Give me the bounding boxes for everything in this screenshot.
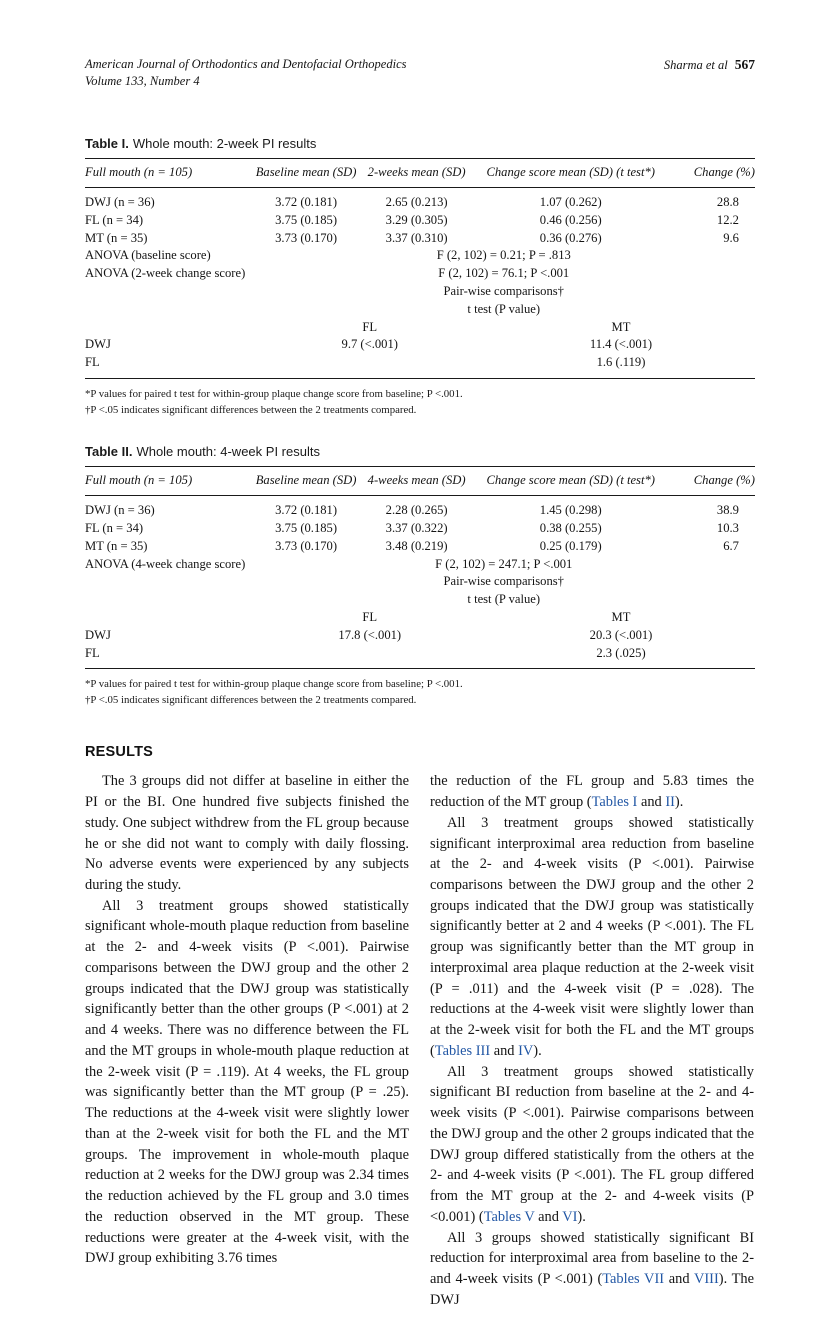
table-cell: 3.72 (0.181) xyxy=(275,195,338,210)
page-number: 567 xyxy=(734,57,755,72)
results-section xyxy=(85,744,755,1310)
text-run: All 3 treatment groups showed statistically significant whole-mouth plaque reduction from baseline at the 2- and 4-week visits (P <.001). Pairwise comparisons between the DWJ group and the other 2 groups indicated that the DWJ group was statistically significantly better than the other groups (P <.001) at 2 and 4 weeks. There was no difference between the FL and the MT groups in whole-mouth plaque reduction at the 2-week visit (P = .119). At 4 weeks, the FL group was significantly better than the MT group (P = .25). The reductions at the 4-week visit were slightly lower than at the 2-week visit for both the FL and the MT groups. The improvement in whole-mouth plaque reduction at 2 weeks for the DWJ group was 2.34 times the reduction achieved by the FL group and 3.0 times the reduction observed in the MT group. These reductions were greater at the 4-week visit, with the DWJ group exhibiting 3.76 times xyxy=(85,897,409,1267)
table-cell: 0.38 (0.255) xyxy=(539,521,602,536)
text-run: The 3 groups did not differ at baseline in either the PI or the BI. One hundred five subjects finished the study. One subject withdrew from the FL group because he or she did not want to comply with daily flossing. No adverse events were experienced by any subjects during the study. xyxy=(85,773,409,894)
table-cell: 2.65 (0.213) xyxy=(385,195,448,210)
paragraph xyxy=(430,1062,754,1228)
table-row xyxy=(85,194,755,212)
anova-value: F (2, 102) = 76.1; P <.001 xyxy=(438,266,570,281)
anova-label: ANOVA (2-week change score) xyxy=(85,266,246,281)
table-cell: 0.25 (0.179) xyxy=(539,538,602,553)
text-run: ). xyxy=(674,794,684,811)
left-column xyxy=(85,771,409,1310)
column-header: Baseline mean (SD) xyxy=(255,472,357,487)
table-cell: 3.73 (0.170) xyxy=(275,230,338,245)
column-header: 2-weeks mean (SD) xyxy=(367,164,466,179)
table-reference-link[interactable]: Tables I xyxy=(591,794,638,811)
pairwise-heading-row xyxy=(85,283,755,301)
table-cell: DWJ (n = 36) xyxy=(85,195,155,210)
text-run: All 3 treatment groups showed statistically significant interproximal area reduction from baseline at the 2- and 4-week visits (P <.001). Pairwise comparisons between the DWJ group and the other 2 groups indicated that the DWJ group was statistically significantly better at 2 and 4 weeks (P <.001). The FL group was significantly better than the MT group in interproximal area plaque reduction at the 2-week visit (P = .011) and the 4-week visit (P = .028). The reductions at the 4-week visit were slightly lower than at the 2-week visit for both the FL and the MT groups ( xyxy=(430,814,754,1059)
table-cell: 3.37 (0.322) xyxy=(385,521,448,536)
table-cell: 0.36 (0.276) xyxy=(539,230,602,245)
text-run: All 3 groups showed statistically significant BI reduction for interproximal area from baseline to the 2- and 4-week visits (P <.001) ( xyxy=(430,1229,754,1287)
table-2-caption: Whole mouth: 4-week PI results xyxy=(136,443,320,459)
pairwise-heading: Pair-wise comparisons† xyxy=(443,284,564,299)
table-reference-link[interactable]: Tables III xyxy=(434,1042,491,1059)
pairwise-header-row xyxy=(85,609,755,627)
pairwise-column-header: FL xyxy=(362,610,378,625)
table-2-title xyxy=(85,444,755,459)
table-cell: MT (n = 35) xyxy=(85,538,148,553)
footnote: †P <.05 indicates significant differences between the 2 treatments compared. xyxy=(85,403,417,416)
table-row xyxy=(85,502,755,520)
pairwise-subheading-row xyxy=(85,591,755,609)
table-1-header-row xyxy=(85,159,755,188)
pairwise-subheading-row xyxy=(85,300,755,318)
column-header: Change (%) xyxy=(693,472,755,487)
table-cell: FL (n = 34) xyxy=(85,212,144,227)
table-cell: 3.29 (0.305) xyxy=(385,212,448,227)
table-2-footnotes xyxy=(85,676,755,708)
footnote: †P <.05 indicates significant differences between the 2 treatments compared. xyxy=(85,694,417,707)
pairwise-row xyxy=(85,354,755,372)
table-cell: 3.75 (0.185) xyxy=(275,521,338,536)
table-cell: 1.45 (0.298) xyxy=(539,503,602,518)
text-run: ). The DWJ xyxy=(430,1270,754,1308)
text-run: ). xyxy=(533,1042,542,1059)
table-cell: DWJ xyxy=(85,337,111,352)
table-2-label: Table II. xyxy=(85,443,133,459)
table-reference-link[interactable]: Tables VII xyxy=(602,1270,665,1287)
table-cell: 6.7 xyxy=(723,538,739,553)
column-header: 4-weeks mean (SD) xyxy=(367,472,466,487)
table-2-header-row xyxy=(85,467,755,496)
table-cell: 2.3 (.025) xyxy=(596,645,646,660)
table-reference-link[interactable]: VIII xyxy=(694,1270,719,1287)
text-run: and xyxy=(637,794,666,811)
table-cell: 3.73 (0.170) xyxy=(275,538,338,553)
column-header: Baseline mean (SD) xyxy=(255,164,357,179)
paragraph xyxy=(85,896,409,1269)
table-2-section xyxy=(85,444,755,708)
table-1-title xyxy=(85,136,755,151)
table-row xyxy=(85,212,755,230)
two-column-text xyxy=(85,771,755,1310)
table-cell: DWJ (n = 36) xyxy=(85,503,155,518)
journal-volume: Volume 133, Number 4 xyxy=(85,73,200,88)
table-1 xyxy=(85,158,755,379)
table-row xyxy=(85,229,755,247)
paragraph xyxy=(430,771,754,812)
table-cell: 3.37 (0.310) xyxy=(385,230,448,245)
table-cell: 9.6 xyxy=(723,230,739,245)
pairwise-subheading: t test (P value) xyxy=(467,592,541,607)
column-header: Change score mean (SD) (t test*) xyxy=(486,164,655,179)
table-cell: 3.48 (0.219) xyxy=(385,538,448,553)
table-2 xyxy=(85,466,755,669)
table-1-section xyxy=(85,136,755,418)
table-cell: 9.7 (<.001) xyxy=(341,337,398,352)
anova-row xyxy=(85,555,755,573)
table-reference-link[interactable]: Tables V xyxy=(483,1208,535,1225)
anova-label: ANOVA (baseline score) xyxy=(85,248,211,263)
running-authors: Sharma et al xyxy=(663,58,728,72)
anova-row xyxy=(85,265,755,283)
paragraph xyxy=(430,813,754,1062)
table-reference-link[interactable]: IV xyxy=(518,1042,534,1059)
column-header: Full mouth (n = 105) xyxy=(85,472,193,487)
journal-header-left xyxy=(85,56,407,90)
pairwise-subheading: t test (P value) xyxy=(467,301,541,316)
results-heading: RESULTS xyxy=(85,744,153,761)
anova-row xyxy=(85,247,755,265)
table-1-caption: Whole mouth: 2-week PI results xyxy=(132,135,317,151)
right-column xyxy=(430,771,754,1310)
table-cell: 2.28 (0.265) xyxy=(385,503,448,518)
table-reference-link[interactable]: VI xyxy=(562,1208,578,1225)
table-cell: FL xyxy=(85,645,100,660)
table-row xyxy=(85,538,755,556)
pairwise-row xyxy=(85,336,755,354)
pairwise-heading-row xyxy=(85,573,755,591)
text-run: All 3 treatment groups showed statistically significant BI reduction from baseline at the 2- and 4-week visits (P <.001). Pairwise comparisons between the DWJ group and the other 2 groups indicated that the DWJ group differed statistically from the others at the 2- and 4-week visits (P <.001). The FL group differed from the MT group at the 2- and 4-week visits (P <0.001) ( xyxy=(430,1063,754,1225)
table-cell: DWJ xyxy=(85,627,111,642)
table-cell: MT (n = 35) xyxy=(85,230,148,245)
footnote: *P values for paired t test for within-group plaque change score from baseline; P <.001. xyxy=(85,677,463,690)
anova-label: ANOVA (4-week change score) xyxy=(85,556,246,571)
paragraph xyxy=(430,1228,754,1311)
column-header: Change (%) xyxy=(693,164,755,179)
anova-value: F (2, 102) = 247.1; P <.001 xyxy=(435,556,573,571)
column-header: Full mouth (n = 105) xyxy=(85,164,193,179)
table-cell: 1.6 (.119) xyxy=(596,355,646,370)
table-1-label: Table I. xyxy=(85,135,129,151)
table-cell: 11.4 (<.001) xyxy=(589,337,653,352)
table-cell: 12.2 xyxy=(716,212,739,227)
journal-title: American Journal of Orthodontics and Dentofacial Orthopedics xyxy=(85,57,407,71)
journal-header-right xyxy=(664,56,755,74)
table-cell: FL xyxy=(85,355,100,370)
table-cell: 1.07 (0.262) xyxy=(539,195,602,210)
table-cell: 3.75 (0.185) xyxy=(275,212,338,227)
pairwise-column-header: MT xyxy=(611,319,631,334)
table-cell: 10.3 xyxy=(716,521,739,536)
pairwise-header-row xyxy=(85,318,755,336)
table-cell: 17.8 (<.001) xyxy=(338,627,402,642)
text-run: and xyxy=(664,1270,694,1287)
pairwise-column-header: FL xyxy=(362,319,378,334)
text-run: ). xyxy=(577,1208,586,1225)
table-reference-link[interactable]: II xyxy=(665,794,675,811)
table-row xyxy=(85,520,755,538)
text-run: and xyxy=(490,1042,519,1059)
pairwise-heading: Pair-wise comparisons† xyxy=(443,574,564,589)
pairwise-column-header: MT xyxy=(611,610,631,625)
column-header: Change score mean (SD) (t test*) xyxy=(486,472,655,487)
paragraph xyxy=(85,771,409,895)
pairwise-row xyxy=(85,644,755,662)
table-cell: 3.72 (0.181) xyxy=(275,503,338,518)
table-cell: 38.9 xyxy=(716,503,739,518)
anova-value: F (2, 102) = 0.21; P = .813 xyxy=(436,248,571,263)
footnote: *P values for paired t test for within-group plaque change score from baseline; P <.001. xyxy=(85,387,463,400)
page-header xyxy=(85,56,755,90)
text-run: and xyxy=(534,1208,563,1225)
table-cell: FL (n = 34) xyxy=(85,521,144,536)
table-cell: 28.8 xyxy=(716,195,739,210)
pairwise-row xyxy=(85,626,755,644)
table-cell: 20.3 (<.001) xyxy=(589,627,653,642)
text-run: the reduction of the FL group and 5.83 times the reduction of the MT group ( xyxy=(430,773,754,811)
table-cell: 0.46 (0.256) xyxy=(539,212,602,227)
table-1-footnotes xyxy=(85,386,755,418)
